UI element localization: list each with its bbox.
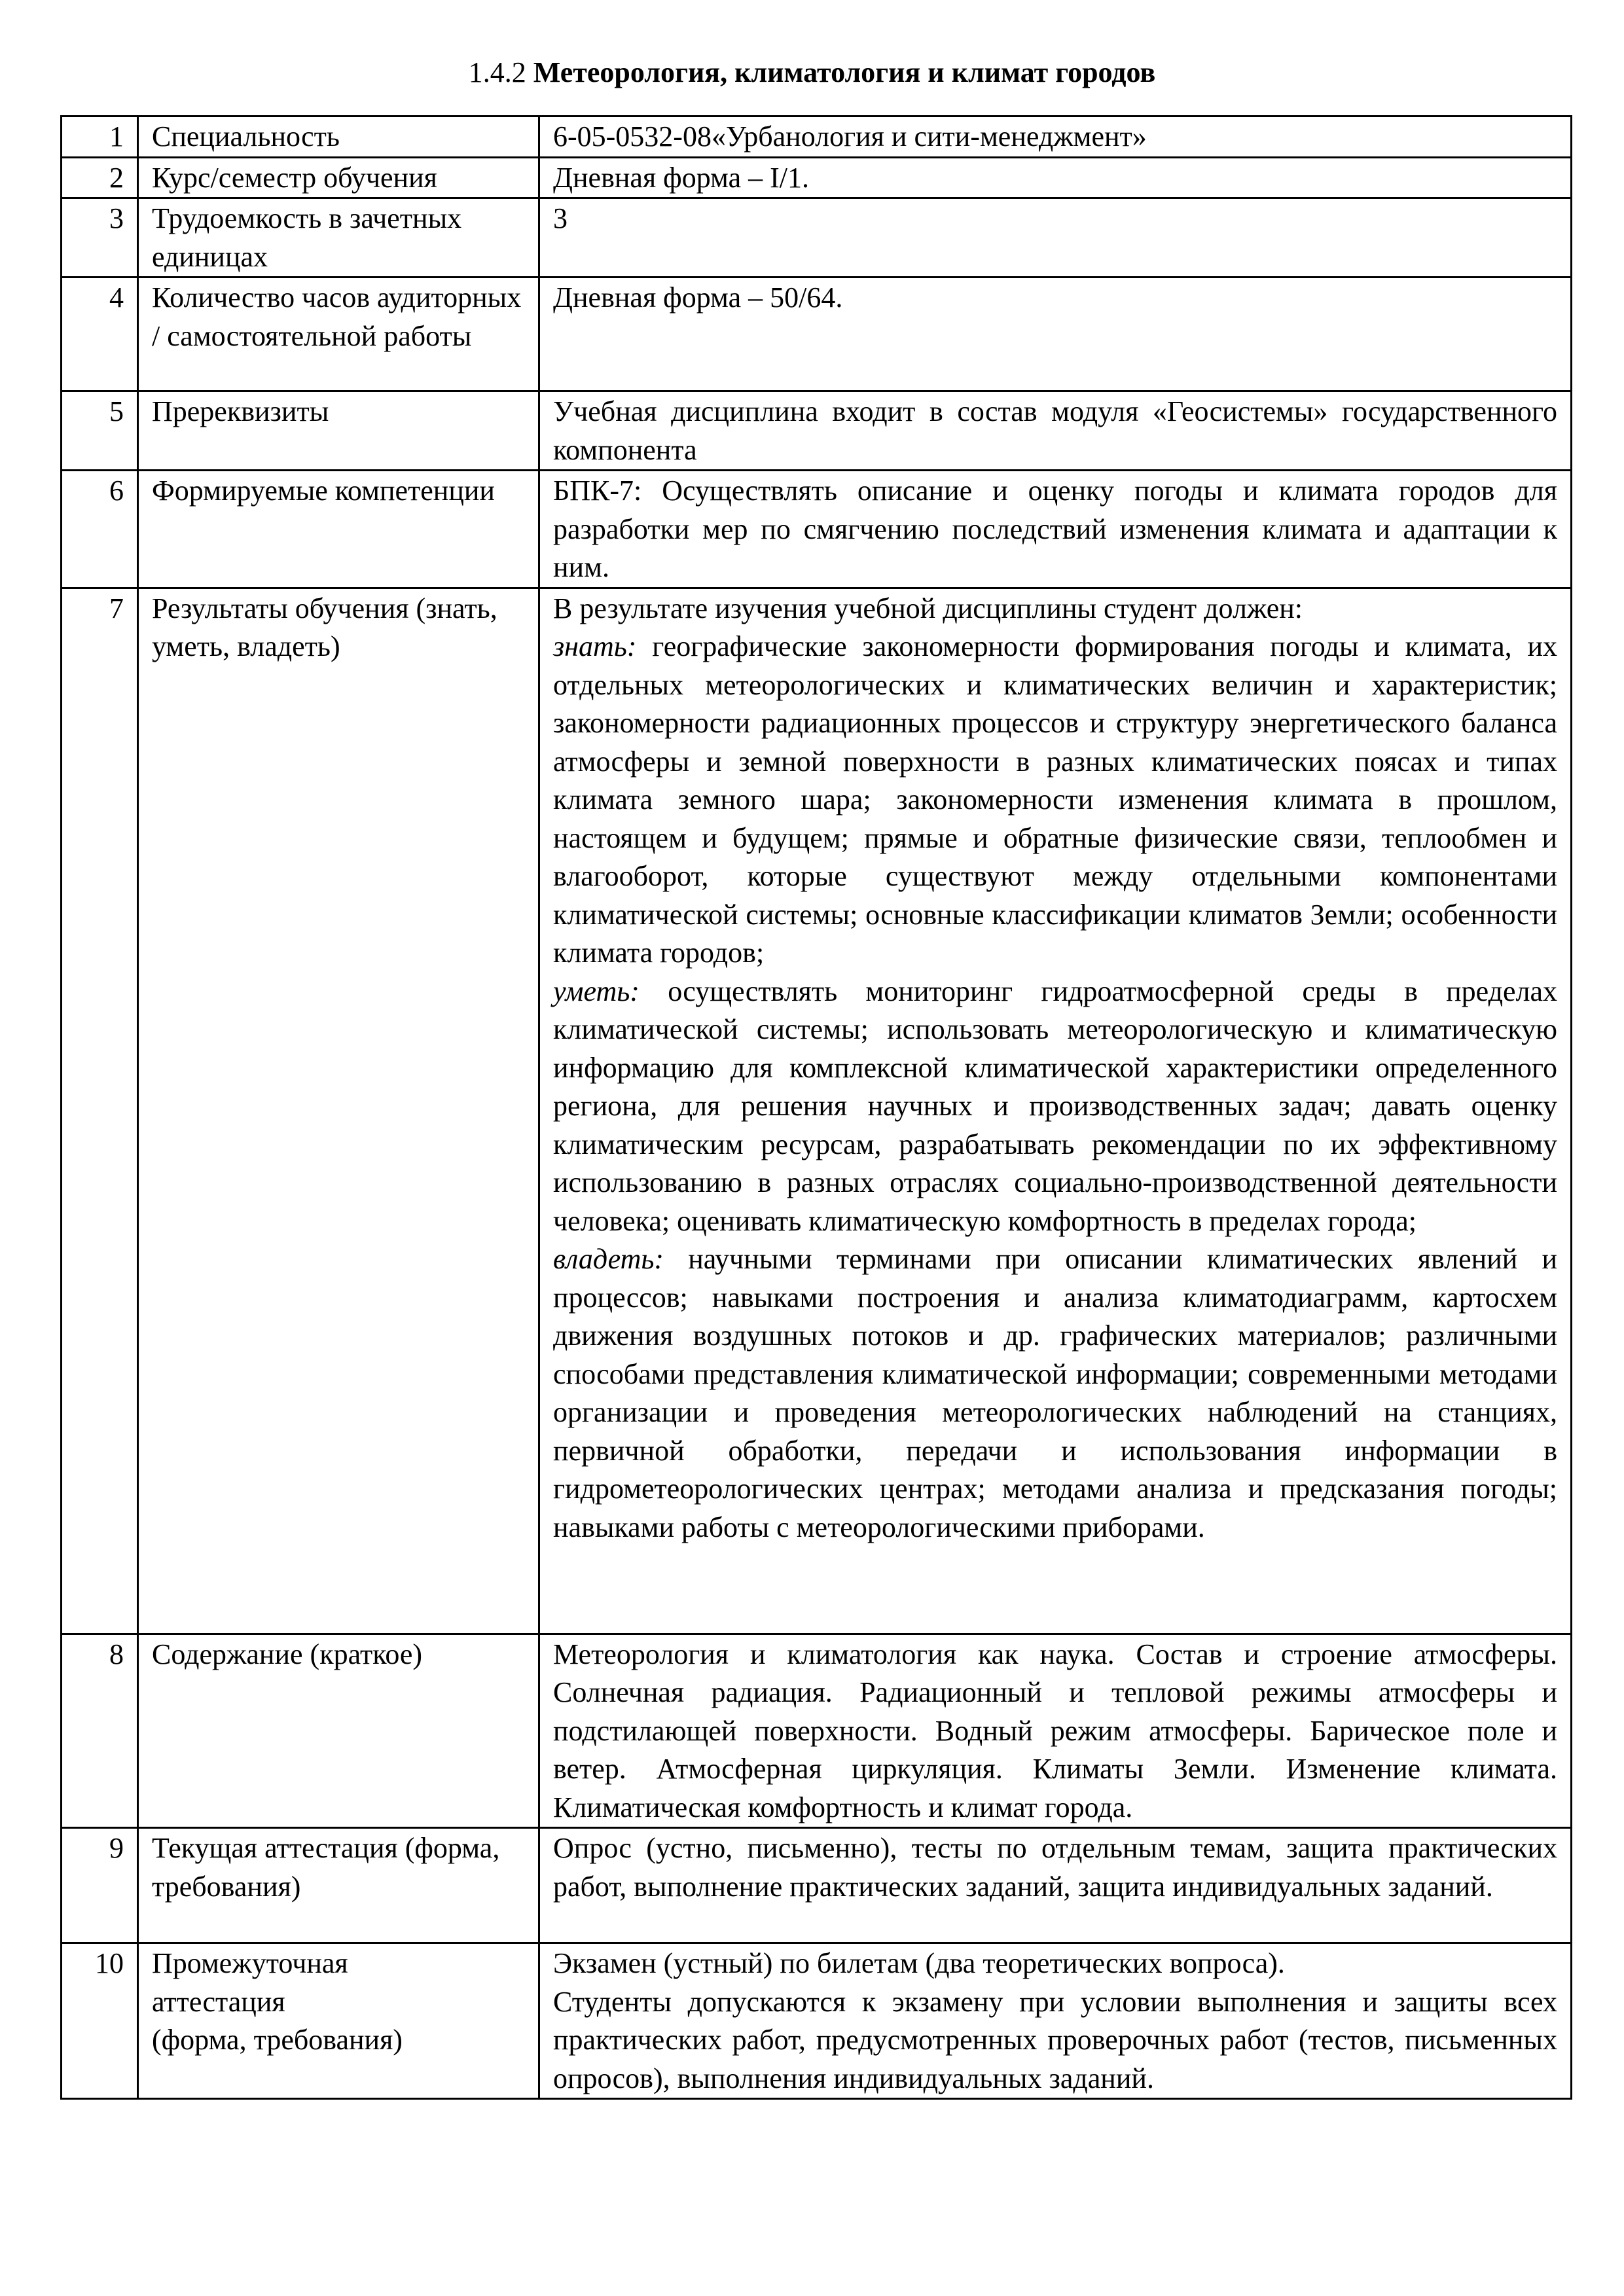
section-number: 1.4.2	[468, 56, 526, 88]
page-title	[0, 55, 1624, 90]
table-row	[62, 198, 1572, 278]
row-number: 8	[62, 1634, 138, 1828]
specialty-value: 6-05-0532-08«Урбанология и сити-менеджмент»	[553, 120, 1147, 152]
row-number: 5	[62, 391, 138, 471]
table-row	[62, 278, 1572, 391]
know-paragraph	[553, 628, 1557, 973]
row-label: Текущая аттестация (форма, требования)	[138, 1828, 539, 1943]
table-row	[62, 117, 1572, 158]
can-label: уметь:	[553, 975, 640, 1007]
learning-outcomes-intro: В результате изучения учебной дисциплины студент должен:	[553, 592, 1303, 624]
row-label: Формируемые компетенции	[138, 471, 539, 588]
table-row	[62, 588, 1572, 1634]
row-label: Курс/семестр обучения	[138, 157, 539, 198]
can-text: осуществлять мониторинг гидроатмосферной среды в пределах климатической системы; использовать метеорологическую и климатическую информацию для комплексной климатической характеристики определенного региона, для решения научных и производственных задач; давать оценку климатическим ресурсам, разрабатывать рекомендации по их эффективному использованию в разных отраслях социально-производственной деятельности человека; оценивать климатическую комфортность в пределах города;	[553, 975, 1558, 1237]
row-label: Количество часов аудиторных / самостоятельной работы	[138, 278, 539, 391]
prerequisites-value: Учебная дисциплина входит в состав модуля «Геосистемы» государственного компонента	[553, 395, 1557, 466]
own-paragraph	[553, 1240, 1557, 1547]
can-paragraph	[553, 973, 1557, 1241]
row-content	[539, 1943, 1572, 2099]
know-text: географические закономерности формирования погоды и климата, их отдельных метеорологических и климатических величин и характеристик; закономерности радиационных процессов и структуру энергетического баланса атмосферы и земной поверхности в разных климатических поясах и типах климата земного шара; закономерности изменения климата в прошлом, настоящем и будущем; прямые и обратные физические связи, теплообмен и влагооборот, которые существуют между отдельными компонентами климатической системы; основные классификации климатов Земли; особенности климата городов;	[553, 630, 1558, 969]
row-label: Трудоемкость в зачетных единицах	[138, 198, 539, 278]
credits-value: 3	[553, 202, 568, 234]
current-assessment-value: Опрос (устно, письменно), тесты по отдельным темам, защита практических работ, выполнение практических заданий, защита индивидуальных заданий.	[553, 1832, 1557, 1903]
section-title: Метеорология, климатология и климат городов	[533, 56, 1156, 88]
row-label: Результаты обучения (знать, уметь, владеть)	[138, 588, 539, 1634]
own-text: научными терминами при описании климатических явлений и процессов; навыками построения и анализа климатодиаграмм, картосхем движения воздушных потоков и др. графических материалов; различными способами представления климатической информации; современными методами организации и проведения метеорологических наблюдений на станциях, первичной обработки, передачи и использования информации в гидрометеорологических центрах; методами анализа и предсказания погоды; навыками работы с метеорологическими приборами.	[553, 1243, 1558, 1543]
row-content	[539, 1828, 1572, 1943]
row-number: 4	[62, 278, 138, 391]
row-content	[539, 471, 1572, 588]
row-content	[539, 1634, 1572, 1828]
know-label: знать:	[553, 630, 637, 662]
table-row	[62, 1828, 1572, 1943]
row-number: 1	[62, 117, 138, 158]
row-content	[539, 391, 1572, 471]
course-semester-value: Дневная форма – I/1.	[553, 161, 809, 194]
row-content	[539, 278, 1572, 391]
row-number: 3	[62, 198, 138, 278]
row-label: Промежуточная аттестация (форма, требования)	[138, 1943, 539, 2099]
row-content	[539, 157, 1572, 198]
table-row	[62, 1943, 1572, 2099]
table-row	[62, 157, 1572, 198]
discipline-table	[60, 115, 1572, 2100]
exam-line: Экзамен (устный) по билетам (два теоретических вопроса).	[553, 1947, 1285, 1979]
table-row	[62, 1634, 1572, 1828]
row-content	[539, 198, 1572, 278]
summary-value: Метеорология и климатология как наука. Состав и строение атмосферы. Солнечная радиация. Радиационный и тепловой режимы атмосферы и подстилающей поверхности. Водный режим атмосферы. Барическое поле и ветер. Атмосферная циркуляция. Климаты Земли. Изменение климата. Климатическая комфортность и климат города.	[553, 1638, 1557, 1823]
row-number: 10	[62, 1943, 138, 2099]
row-label: Специальность	[138, 117, 539, 158]
row-content	[539, 588, 1572, 1634]
row-content	[539, 117, 1572, 158]
row-label: Содержание (краткое)	[138, 1634, 539, 1828]
exam-admission-line: Студенты допускаются к экзамену при условии выполнения и защиты всех практических работ, предусмотренных проверочных работ (тестов, письменных опросов), выполнения индивидуальных заданий.	[553, 1985, 1557, 2094]
table-row	[62, 471, 1572, 588]
row-number: 6	[62, 471, 138, 588]
row-number: 9	[62, 1828, 138, 1943]
row-number: 7	[62, 588, 138, 1634]
row-label: Пререквизиты	[138, 391, 539, 471]
row-number: 2	[62, 157, 138, 198]
hours-value: Дневная форма – 50/64.	[553, 281, 843, 314]
table-row	[62, 391, 1572, 471]
own-label: владеть:	[553, 1243, 664, 1275]
competencies-value: БПК-7: Осуществлять описание и оценку погоды и климата городов для разработки мер по смягчению последствий изменения климата и адаптации к ним.	[553, 475, 1557, 583]
